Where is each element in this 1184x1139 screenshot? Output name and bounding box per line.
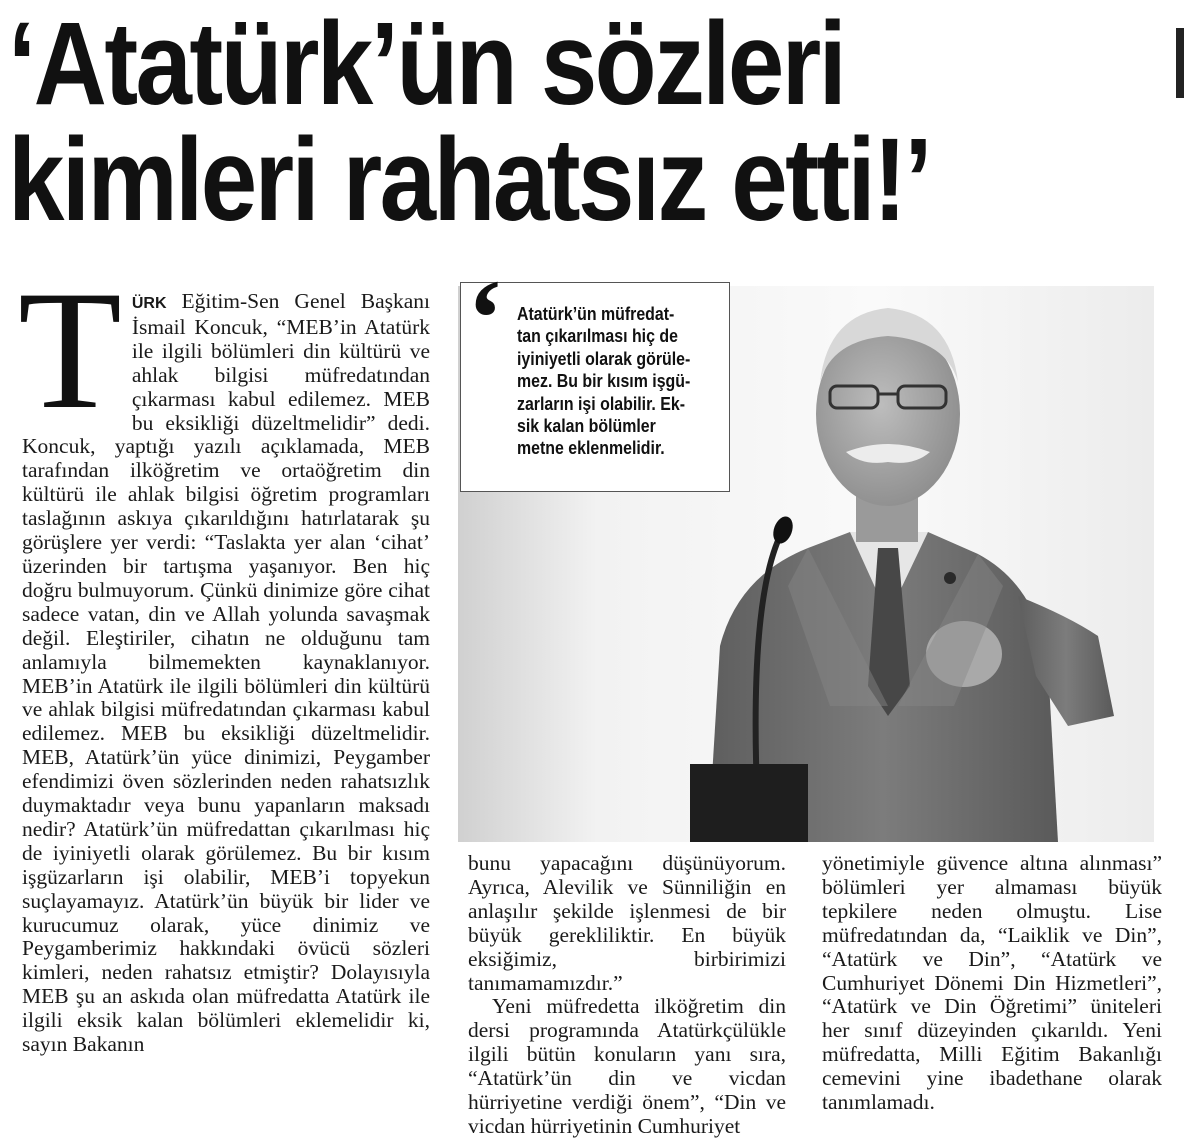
- pull-quote-line: tan çıkarılması hiç de: [517, 325, 678, 347]
- pull-quote-line: mez. Bu bir kısım işgü-: [517, 370, 691, 392]
- microphone-head: [770, 514, 796, 546]
- article-paragraph: bunu yapacağını düşünüyorum. Ayrıca, Alevilik ve Sünniliğin en anlaşılır şekilde işlenmesi de bir büyük gerekliliktir. En büyük eksiğimiz, birbirimizi tanımamamızdır.”: [468, 851, 786, 995]
- pull-quote-text: [517, 303, 693, 460]
- article-paragraph: yönetimiyle güvence altına alınması” bölümleri yer almaması büyük tepkilere neden olmuştu. Lise müfredatından da, “Laiklik ve Din”, “Atatürk ve Din”, “Atatürk ve Cumhuriyet Dönemi Din Hizmetleri”, “Atatürk ve Din Öğretimi” üniteleri her sınıf düzeyinden çıkarıldı. Yeni müfredatta, Milli Eğitim Bakanlığı cemevini yine ibadethane olarak tanımlamadı.: [822, 851, 1162, 1115]
- pull-quote-line: metne eklenmelidir.: [517, 437, 665, 459]
- headline: [8, 0, 1006, 246]
- article-paragraph: Yeni müfredetta ilköğretim din dersi programında Atatürkçülükle ilgili bütün konuların yanı sıra, “Atatürk’ün din ve vicdan hürriyetine verdiği önem”, “Din ve vicdan hürriyetinin Cumhuriyet: [468, 994, 786, 1138]
- lapel-pin: [944, 572, 956, 584]
- article-column-3: [822, 852, 1162, 1115]
- headline-line-2: kimleri rahatsız etti!’: [8, 114, 930, 246]
- page-edge-bar: [1176, 28, 1184, 98]
- quote-mark-icon: ‘: [467, 257, 504, 379]
- pull-quote-line: iyiniyetli olarak görüle-: [517, 347, 691, 369]
- drop-cap: T: [18, 256, 122, 444]
- pull-quote-line: sik kalan bölümler: [517, 415, 656, 437]
- pull-quote-line: zarların işi olabilir. Ek-: [517, 392, 686, 414]
- pull-quote-line: Atatürk’ün müfredat-: [517, 303, 675, 324]
- article-column-1: [18, 256, 430, 1057]
- article-column-2: [468, 852, 786, 1139]
- article-text-1: Eğitim-Sen Genel Başkanı İsmail Koncuk, “MEB’in Atatürk ile ilgili bölümleri din kültürü ve ahlak bilgisi müfredatından çıkarması kabul edilemez. MEB bu eksikliği düzeltmelidir” dedi. Koncuk, yaptığı yazılı açıklamada, MEB tarafından ilköğretim ve ortaöğretim din kültürü ile ahlak bilgisi öğretim programları taslağının askıya çıkarıldığını hatırlatarak şu görüşlere yer verdi: “Taslakta yer alan ‘cihat’ üzerinden bir tartışma yaşanıyor. Ben hiç doğru bulmuyorum. Çünkü dinimize göre cihat sadece vatan, din ve Allah yolunda savaşmak değil. Eleştiriler, cihatın ne olduğunu tam anlamıyla bilmemekten kaynaklanıyor. MEB’in Atatürk ile ilgili bölümleri din kültürü ve ahlak bilgisi müfredatından çıkarması kabul edilemez. MEB bu eksikliği düzeltmelidir. MEB, Atatürk’ün yüce dinimizi, Peygamber efendimizi öven sözlerinden neden rahatsızlık duymaktadır veya bunu yapanların maksadı nedir? Atatürk’ün müfredattan çıkarılması hiç de iyiniyetli olarak görülemez. Bu bir kısım işgüzarların işi olabilir, MEB’i topyekun suçlayamayız. Atatürk’ün büyük bir lider ve kurucumuz olarak, yüce dinimiz ve Peygamberimiz hakkındaki övücü sözleri kimleri, neden rahatsız etmiştir? Dolayısıyla MEB şu an askıda olan müfredatta Atatürk ile ilgili eksik kalan bölümleri eklemelidir ki, sayın Bakanın: [22, 289, 430, 1057]
- podium: [690, 764, 808, 842]
- headline-line-1: ‘Atatürk’ün sözleri: [8, 0, 845, 130]
- pull-quote-box: [460, 257, 730, 492]
- lead-in: ÜRK: [131, 295, 167, 312]
